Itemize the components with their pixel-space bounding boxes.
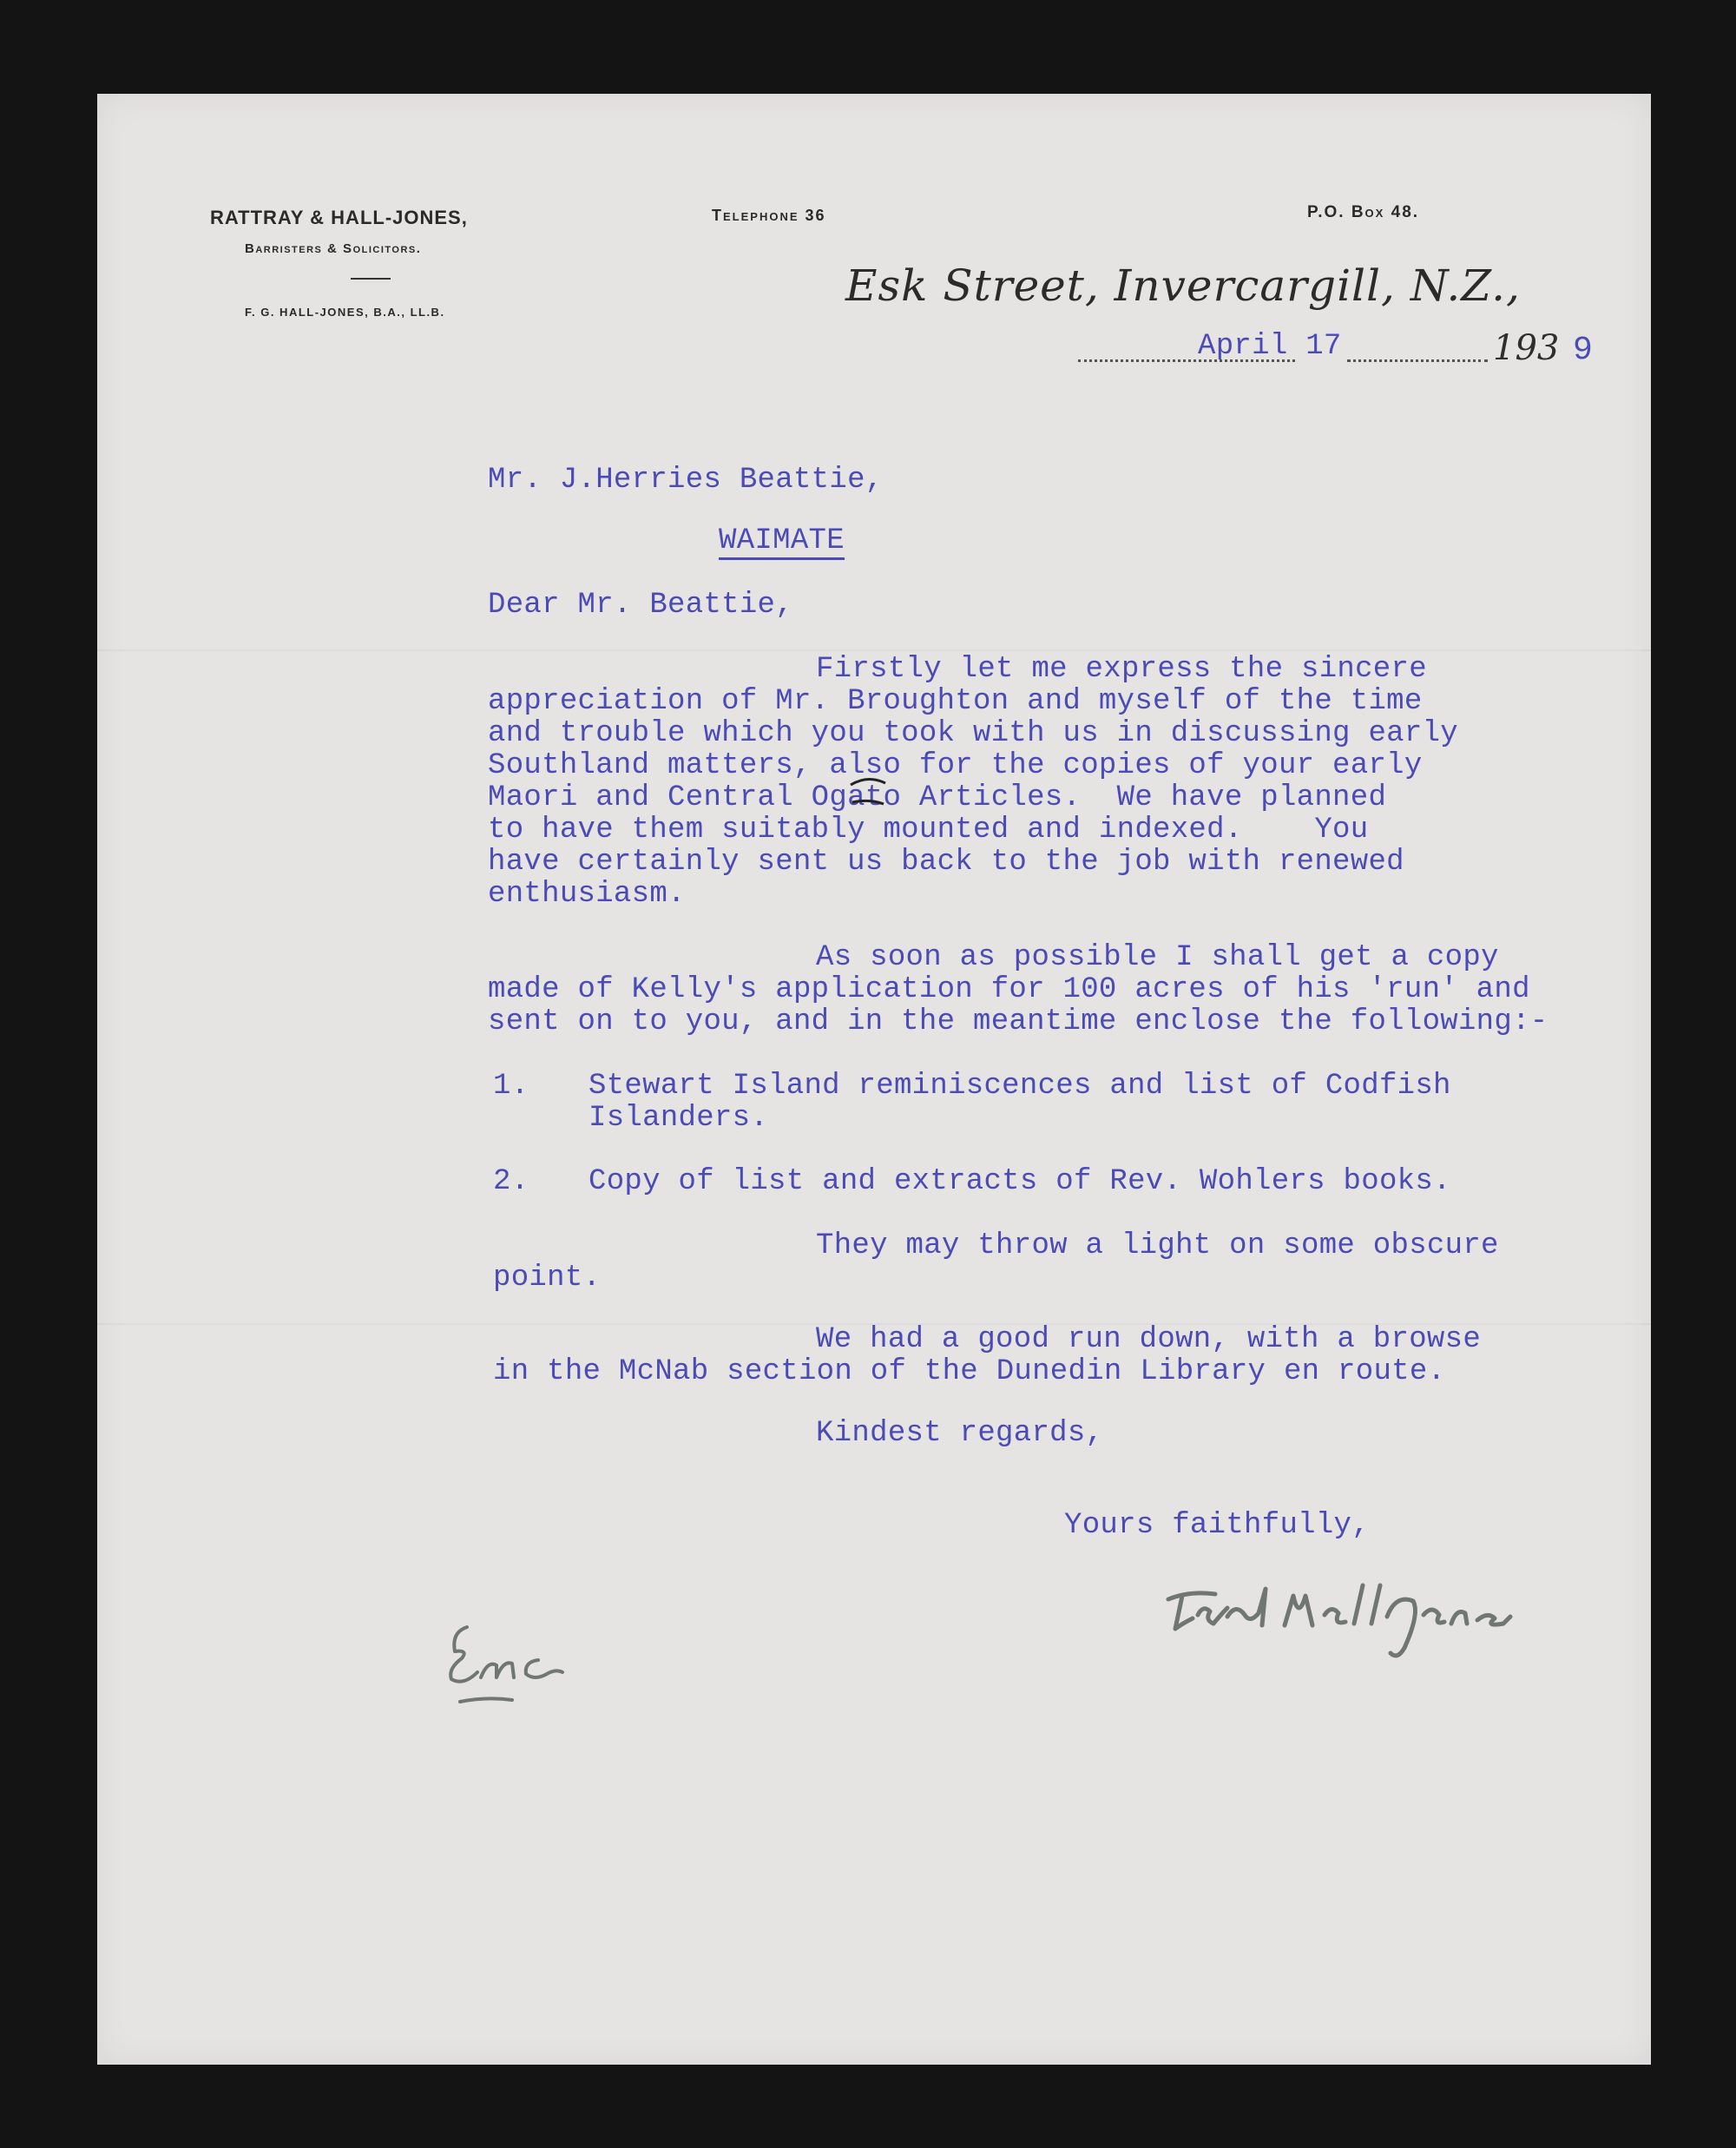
year-suffix: 9: [1573, 332, 1594, 369]
body-line: Maori and Central Ogato Articles. We have planned: [488, 781, 1387, 814]
body-line: Southland matters, also for the copies of your early: [488, 749, 1423, 782]
enclosure-item-line: Islanders.: [589, 1102, 769, 1135]
signature: [1163, 1570, 1528, 1665]
date-dotted-line: [1347, 359, 1488, 362]
firm-name: RATTRAY & HALL-JONES,: [210, 207, 468, 228]
letter-date: April 17: [1198, 330, 1342, 363]
body-line: in the McNab section of the Dunedin Library en route.: [493, 1355, 1446, 1388]
closing: Kindest regards,: [816, 1417, 1104, 1450]
body-line: to have them suitably mounted and indexed. You: [488, 814, 1369, 847]
body-line: have certainly sent us back to the job with renewed: [488, 846, 1404, 879]
body-line: made of Kelly's application for 100 acres of his 'run' and: [488, 973, 1530, 1006]
enclosure-number: 1.: [493, 1070, 529, 1103]
salutation: Dear Mr. Beattie,: [488, 589, 793, 622]
year-prefix: 193: [1493, 328, 1560, 368]
body-line: appreciation of Mr. Broughton and myself of the time: [488, 685, 1423, 718]
enclosure-item-line: Stewart Island reminiscences and list of Codfish: [589, 1070, 1451, 1103]
body-line: sent on to you, and in the meantime enclose the following:-: [488, 1005, 1549, 1038]
fold-crease: [97, 649, 1651, 651]
body-line: They may throw a light on some obscure: [816, 1229, 1499, 1262]
body-line: Firstly let me express the sincere: [816, 653, 1427, 686]
recipient-town: WAIMATE: [719, 524, 845, 560]
partner-name: F. G. HALL-JONES, B.A., LL.B.: [245, 306, 445, 319]
sign-off: Yours faithfully,: [1064, 1509, 1370, 1542]
po-box: P.O. Box 48.: [1307, 203, 1420, 221]
body-line: enthusiasm.: [488, 878, 686, 911]
body-line: We had a good run down, with a browse: [816, 1323, 1482, 1356]
letterhead-divider: [351, 278, 391, 280]
letter-sheet: [97, 94, 1651, 2065]
enclosure-note: [417, 1617, 590, 1712]
firm-profession: Barristers & Solicitors.: [245, 241, 422, 256]
enclosure-item-line: Copy of list and extracts of Rev. Wohlers books.: [589, 1165, 1451, 1198]
body-line: and trouble which you took with us in discussing early: [488, 717, 1458, 750]
body-line: point.: [493, 1262, 602, 1295]
enclosure-number: 2.: [493, 1165, 529, 1198]
body-line: As soon as possible I shall get a copy: [816, 941, 1499, 974]
recipient: Mr. J.Herries Beattie,: [488, 464, 884, 497]
telephone: Telephone 36: [712, 207, 826, 224]
street-address: Esk Street, Invercargill, N.Z.,: [845, 260, 1521, 311]
handwritten-correction-mark: [842, 773, 894, 825]
